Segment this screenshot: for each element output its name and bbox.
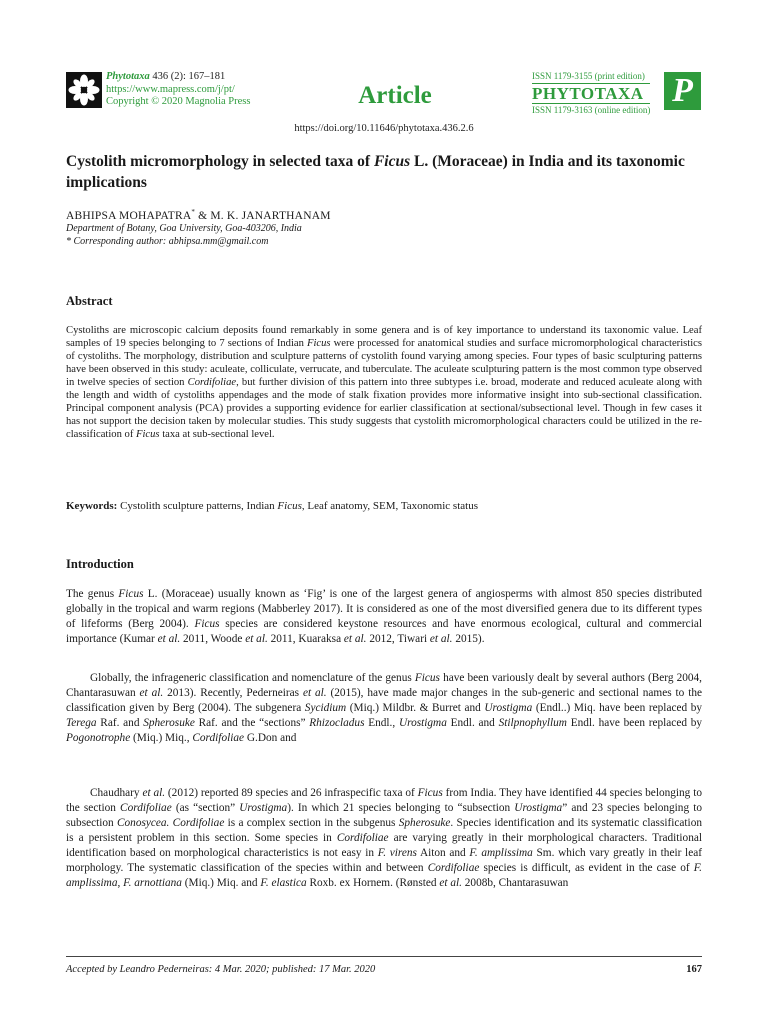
issn-online: ISSN 1179-3163 (online edition): [532, 105, 651, 115]
authors: [66, 208, 331, 222]
footer-divider: [66, 956, 702, 957]
article-label: Article: [358, 82, 432, 109]
intro-paragraph-1: The genus Ficus L. (Moraceae) usually known as ‘Fig’ is one of the largest genera of angiosperms with almost 850 species distributed globally in the tropical and warm regions (Mabberley 2017). It is considered as one of the most diversified genera due to its different types of lifeforms (Berg 2004). Ficus species are considered keystone resources and have enormous ecological, cultural and commercial importance (Kumar et al. 2011, Woode et al. 2011, Kuaraksa et al. 2012, Tiwari et al. 2015).: [66, 588, 702, 645]
issn-print: ISSN 1179-3155 (print edition): [532, 71, 645, 81]
corresponding-author: * Corresponding author: abhipsa.mm@gmail.com: [66, 235, 269, 247]
affiliation-block: [66, 223, 302, 248]
journal-logo: [66, 72, 102, 108]
title-text-2: L. (Moraceae) in India and its taxonomic implications: [66, 153, 685, 191]
flower-logo-icon: [66, 72, 102, 108]
affiliation: Department of Botany, Goa University, Goa-403206, India: [66, 223, 302, 234]
introduction-heading: Introduction: [66, 557, 134, 571]
journal-info: [106, 71, 250, 109]
journal-url[interactable]: https://www.mapress.com/j/pt/: [106, 83, 235, 95]
author-2: & M. K. JANARTHANAM: [195, 209, 331, 222]
doi-link[interactable]: https://doi.org/10.11646/phytotaxa.436.2.6: [294, 123, 474, 134]
issn-block: [532, 71, 650, 116]
brand-letter-logo: P: [664, 72, 701, 110]
corresponding-mark: *: [191, 208, 196, 216]
intro-paragraph-3: Chaudhary et al. (2012) reported 89 species and 26 infraspecific taxa of Ficus from India. They have identified 44 species belonging to the section Cordifoliae (as “section” Urostigma). In which 21 species belonging to “subsection Urostigma” and 23 species belonging to subsection Conosycea. Cordifoliae is a complex section in the subgenus Spherosuke. Species identification and its systematic classification is a persistent problem in this section. Some species in Cordifoliae are varying greatly in their morphological characters. Traditional identification based on morphological characteristics is not easy in F. virens Aiton and F. amplissima Sm. which vary greatly in their leaf morphology. The systematic classification of the species within and between Cordifoliae species is difficult, as evident in the case of F. amplissima, F. arnottiana (Miq.) Miq. and F. elastica Roxb. ex Hornem. (Rønsted et al. 2008b, Chantarasuwan: [66, 787, 702, 889]
article-title: [66, 151, 706, 193]
keywords-label: Keywords:: [66, 500, 118, 512]
copyright: Copyright © 2020 Magnolia Press: [106, 96, 251, 107]
volume-pages: 436 (2): 167–181: [152, 71, 226, 82]
title-italic: Ficus: [373, 153, 411, 170]
journal-name: Phytotaxa: [106, 71, 150, 82]
intro-paragraph-2: Globally, the infrageneric classification and nomenclature of the genus Ficus have been variously dealt by several authors (Berg 2004, Chantarasuwan et al. 2013). Recently, Pederneiras et al. (2015), have made major changes in the sub-generic and sectional names to the classification given by Berg (2004). The subgenera Sycidium (Miq.) Mildbr. & Burret and Urostigma (Endl..) Miq. have been replaced by Terega Raf. and Spherosuke Raf. and the “sections” Rhizocladus Endl., Urostigma Endl. and Stilpnophyllum Endl. have been replaced by Pogonotrophe (Miq.) Miq., Cordifoliae G.Don and: [66, 672, 703, 744]
keywords: Keywords: Cystolith sculpture patterns, Indian Ficus, Leaf anatomy, SEM, Taxonomic status: [66, 500, 478, 512]
journal-brand: PHYTOTAXA: [532, 83, 650, 104]
abstract-text: Cystoliths are microscopic calcium deposits found remarkably in some genera and is of key importance to understand its taxonomic value. Leaf samples of 19 species belonging to 7 sections of Indian Ficus were processed for anatomical studies and surface micromorphological characteristics of cystoliths. The morphology, distribution and sculpture patterns of cystolith found varying among species. Four types of basic sculpturing patterns have been observed in this study: aculeate, colliculate, verrucate, and tuberculate. The aculeate sculpturing pattern is the most common type observed in twelve species of section Cordifoliae, but further division of this pattern into three subtypes i.e. broad, moderate and reduced aculeate along with the length and width of cystoliths appendages and the mode of stalk fixation provides more informative insight into sub-sectional classification. Principal component analysis (PCA) provides a supporting evidence for earlier classification at sectional/subsectional level. Though in few cases it has not support the decision taken by molecular studies. This study suggests that cystolith micromorphological characters could be utilized in the re-classification of Ficus taxa at sub-sectional level.: [66, 325, 702, 440]
title-text-1: Cystolith micromorphology in selected taxa of: [66, 153, 374, 170]
accepted-published: Accepted by Leandro Pederneiras: 4 Mar. 2020; published: 17 Mar. 2020: [66, 964, 376, 975]
page-number: 167: [686, 964, 702, 975]
author-1: ABHIPSA MOHAPATRA: [66, 209, 192, 222]
abstract-heading: Abstract: [66, 294, 113, 308]
